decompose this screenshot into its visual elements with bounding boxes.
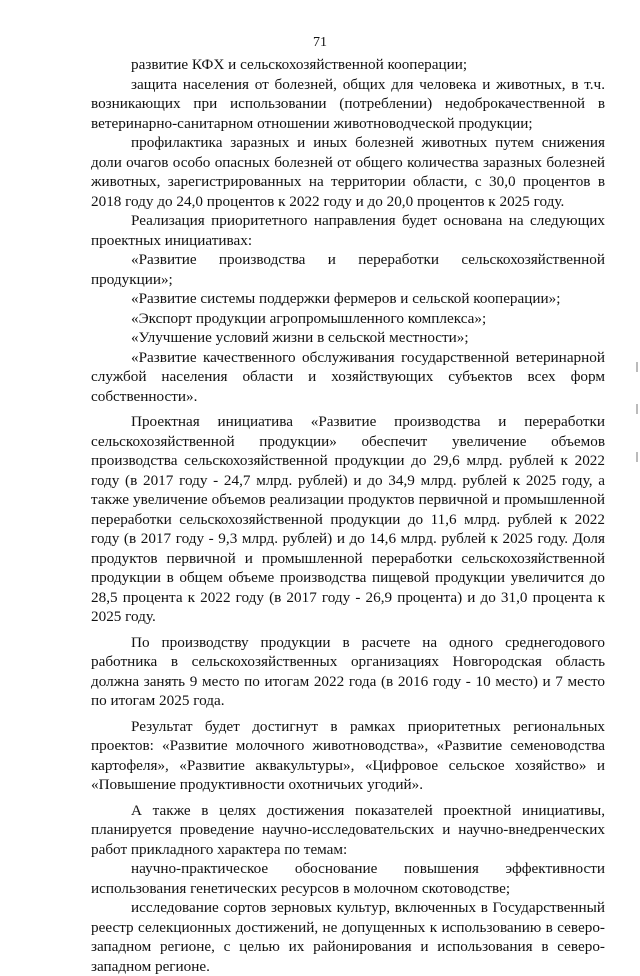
paragraph-production-initiative: Проектная инициатива «Развитие производства и переработки сельскохозяйственной продукции» обеспечит увеличение объемов производства сельскохозяйственной продукции до 29,6 млрд. рублей к 2022 году (в 2017 году - 24,7 млрд. рублей) и до 34,9 млрд. рублей к 2025 году, а также увеличение объемов реализации продуктов первичной и промышленной переработки сельскохозяйственной продукции до 11,6 млрд. рублей к 2022 году (в 2017 году - 9,3 млрд. рублей) и до 14,6 млрд. рублей к 2025 году. Доля продуктов первичной и промышленной переработки сельскохозяйственной продукции в общем объеме производства пищевой продукции увеличится до 28,5 процента к 2022 году (в 2017 году - 26,9 процента) и до 31,0 процента к 2025 году. xyxy=(91,413,605,625)
paragraph-kfh: развитие КФХ и сельскохозяйственной кооперации; xyxy=(131,56,468,73)
initiative-item-veterinary: «Развитие качественного обслуживания государственной ветеринарной службой населения области и хозяйствующих субъектов всех форм собственности». xyxy=(91,348,605,405)
research-item-grain-varieties: исследование сортов зерновых культур, включенных в Государственный реестр селекционных достижений, не допущенных к использованию в северо-западном регионе, с целью их районирования и использования в северо-западном регионе. xyxy=(91,899,605,975)
paragraph-productivity-rank: По производству продукции в расчете на одного среднегодового работника в сельскохозяйственных организациях Новгородская область должна занять 9 место по итогам 2022 года (в 2016 году - 10 место) и 7 место по итогам 2025 года. xyxy=(91,633,605,709)
scan-edge-mark xyxy=(636,404,638,414)
scan-edge-mark xyxy=(636,362,638,372)
paragraph-prevention: профилактика заразных и иных болезней животных путем снижения доли очагов особо опасных болезней от общего количества заразных болезней животных, зарегистрированных на территории области, с 30,0 процентов в 2018 году до 24,0 процентов к 2022 году и до 20,0 процентов к 2025 году. xyxy=(91,134,605,210)
paragraph-research-intro: А также в целях достижения показателей проектной инициативы, планируется проведение научно-исследовательских и научно-внедренческих работ прикладного характера по темам: xyxy=(91,801,605,858)
paragraph-initiatives-intro: Реализация приоритетного направления будет основана на следующих проектных инициативах: xyxy=(91,212,605,249)
paragraph-protection: защита населения от болезней, общих для человека и животных, в т.ч. возникающих при использовании (потреблении) недоброкачественной в ветеринарно-санитарном отношении животноводческой продукции; xyxy=(91,75,605,132)
initiative-item-farmers: «Развитие системы поддержки фермеров и сельской кооперации»; xyxy=(131,290,561,307)
page-number: 71 xyxy=(313,35,327,50)
research-item-genetics: научно-практическое обоснование повышения эффективности использования генетических ресурсов в молочном скотоводстве; xyxy=(91,860,605,897)
scan-edge-mark xyxy=(636,452,638,462)
initiative-item-export: «Экспорт продукции агропромышленного комплекса»; xyxy=(131,309,487,327)
initiative-item-rural-life: «Улучшение условий жизни в сельской местности»; xyxy=(131,329,469,346)
initiative-item-production: «Развитие производства и переработки сельскохозяйственной продукции»; xyxy=(91,251,605,288)
document-body xyxy=(91,55,605,976)
paragraph-regional-projects: Результат будет достигнут в рамках приоритетных региональных проектов: «Развитие молочного животноводства», «Развитие семеноводства картофеля», «Развитие аквакультуры», «Цифровое сельское хозяйство» и «Повышение продуктивности охотничьих угодий». xyxy=(91,717,605,793)
